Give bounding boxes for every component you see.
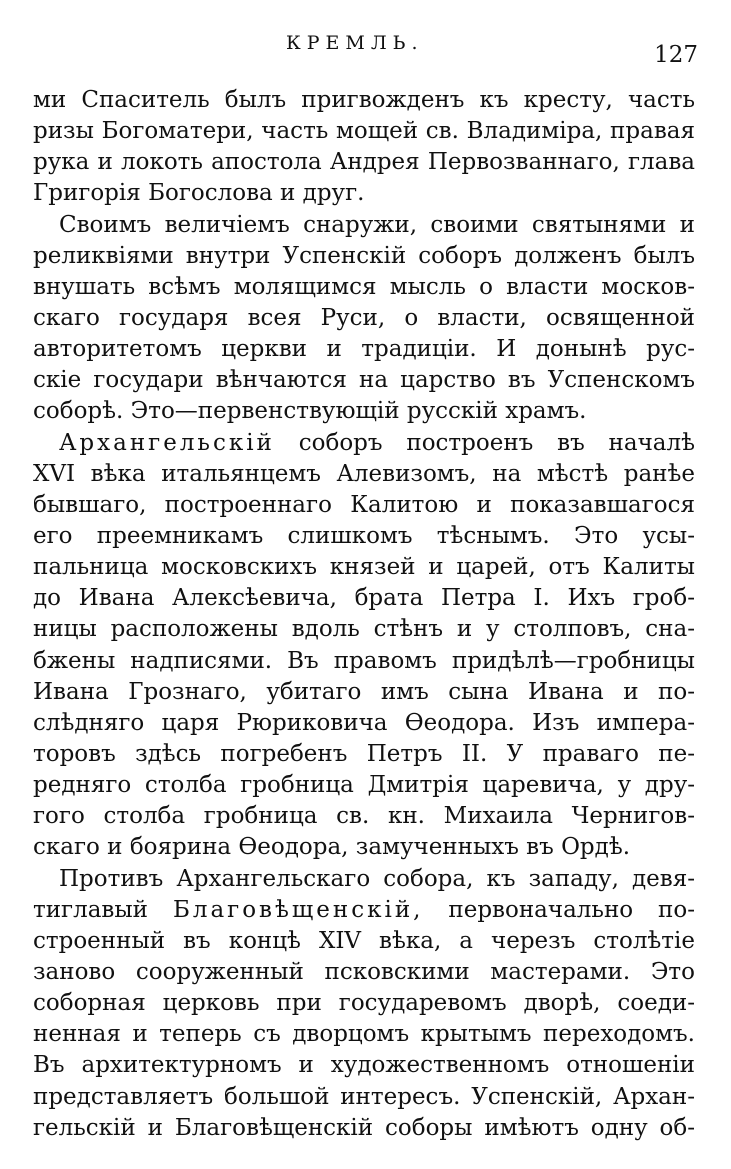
text-line: редняго столба гробница Дмитрія царевича, у дру- xyxy=(33,772,695,799)
text-line: заново сооруженный псковскими мастерами. Это xyxy=(33,958,695,985)
text-line: гельскій и Благовѣщенскій соборы имѣютъ одну об- xyxy=(33,1114,695,1141)
text-line: соборная церковь при государевомъ дворѣ, соеди- xyxy=(33,990,695,1017)
text-line: соборѣ. Это—первенствующій русскій храмъ. xyxy=(33,398,587,425)
text-line: бывшаго, построеннаго Калитою и показавшагося xyxy=(33,491,695,518)
text-line: рука и локоть апостола Андрея Первозваннаго, глава xyxy=(33,149,695,176)
text-line: его преемникамъ слишкомъ тѣснымъ. Это усы- xyxy=(33,522,695,549)
text-line: ризы Богоматери, часть мощей св. Владиміра, правая xyxy=(33,118,695,145)
spaced-heading-word: Архангельскій xyxy=(59,429,275,456)
line-start: тиглавый xyxy=(33,896,149,923)
text-line: ницы расположены вдоль стѣнъ и у столповъ, сна- xyxy=(33,616,695,643)
text-line: торовъ здѣсь погребенъ Петръ II. У праваго пе- xyxy=(33,740,695,767)
paragraph-start-line xyxy=(33,428,695,459)
text-line: XVI вѣка итальянцемъ Алевизомъ, на мѣстѣ ранѣе xyxy=(33,460,695,487)
text-line: бжены надписями. Въ правомъ придѣлѣ—гробницы xyxy=(33,647,695,674)
page-number: 127 xyxy=(654,42,698,68)
page-body xyxy=(33,85,695,1144)
line-rest: соборъ построенъ въ началѣ xyxy=(298,429,695,456)
text-line: Ивана Грознаго, убитаго имъ сына Ивана и по- xyxy=(33,678,695,705)
text-line: скіе государи вѣнчаются на царство въ Успенскомъ xyxy=(33,367,695,394)
text-line: авторитетомъ церкви и традиціи. И донынѣ рус- xyxy=(33,336,695,363)
text-line: слѣдняго царя Рюриковича Ѳеодора. Изъ импера- xyxy=(33,709,695,736)
text-line: до Ивана Алексѣевича, брата Петра I. Ихъ гроб- xyxy=(33,585,695,612)
paragraph-start-line: Своимъ величіемъ снаружи, своими святынями и xyxy=(59,211,695,238)
running-title: КРЕМЛЬ. xyxy=(286,32,424,54)
text-line xyxy=(33,895,695,926)
paragraph-start-line: Противъ Архангельскаго собора, къ западу, девя- xyxy=(59,865,695,892)
text-line: гого столба гробница св. кн. Михаила Чернигов- xyxy=(33,803,695,830)
text-line: представляетъ большой интересъ. Успенскій, Архан- xyxy=(33,1083,695,1110)
text-line: Григорія Богослова и друг. xyxy=(33,180,365,207)
text-line: пальница московскихъ князей и царей, отъ Калиты xyxy=(33,554,695,581)
text-line: ми Спаситель былъ пригвожденъ къ кресту, часть xyxy=(33,87,695,113)
text-line: скаго государя всея Руси, о власти, освященной xyxy=(33,304,695,331)
text-line: строенный въ концѣ XIV вѣка, а черезъ столѣтіе xyxy=(33,927,695,954)
text-line: скаго и боярина Ѳеодора, замученныхъ въ Ордѣ. xyxy=(33,834,631,861)
line-rest: первоначально по- xyxy=(448,896,695,923)
text-line: внушать всѣмъ молящимся мысль о власти москов- xyxy=(33,273,695,300)
text-line: реликвіями внутри Успенскій соборъ долженъ былъ xyxy=(33,242,695,269)
text-line: Въ архитектурномъ и художественномъ отношеніи xyxy=(33,1052,695,1079)
spaced-heading-word: Благовѣщенскій, xyxy=(172,896,424,923)
text-line: ненная и теперь съ дворцомъ крытымъ переходомъ. xyxy=(33,1021,695,1048)
